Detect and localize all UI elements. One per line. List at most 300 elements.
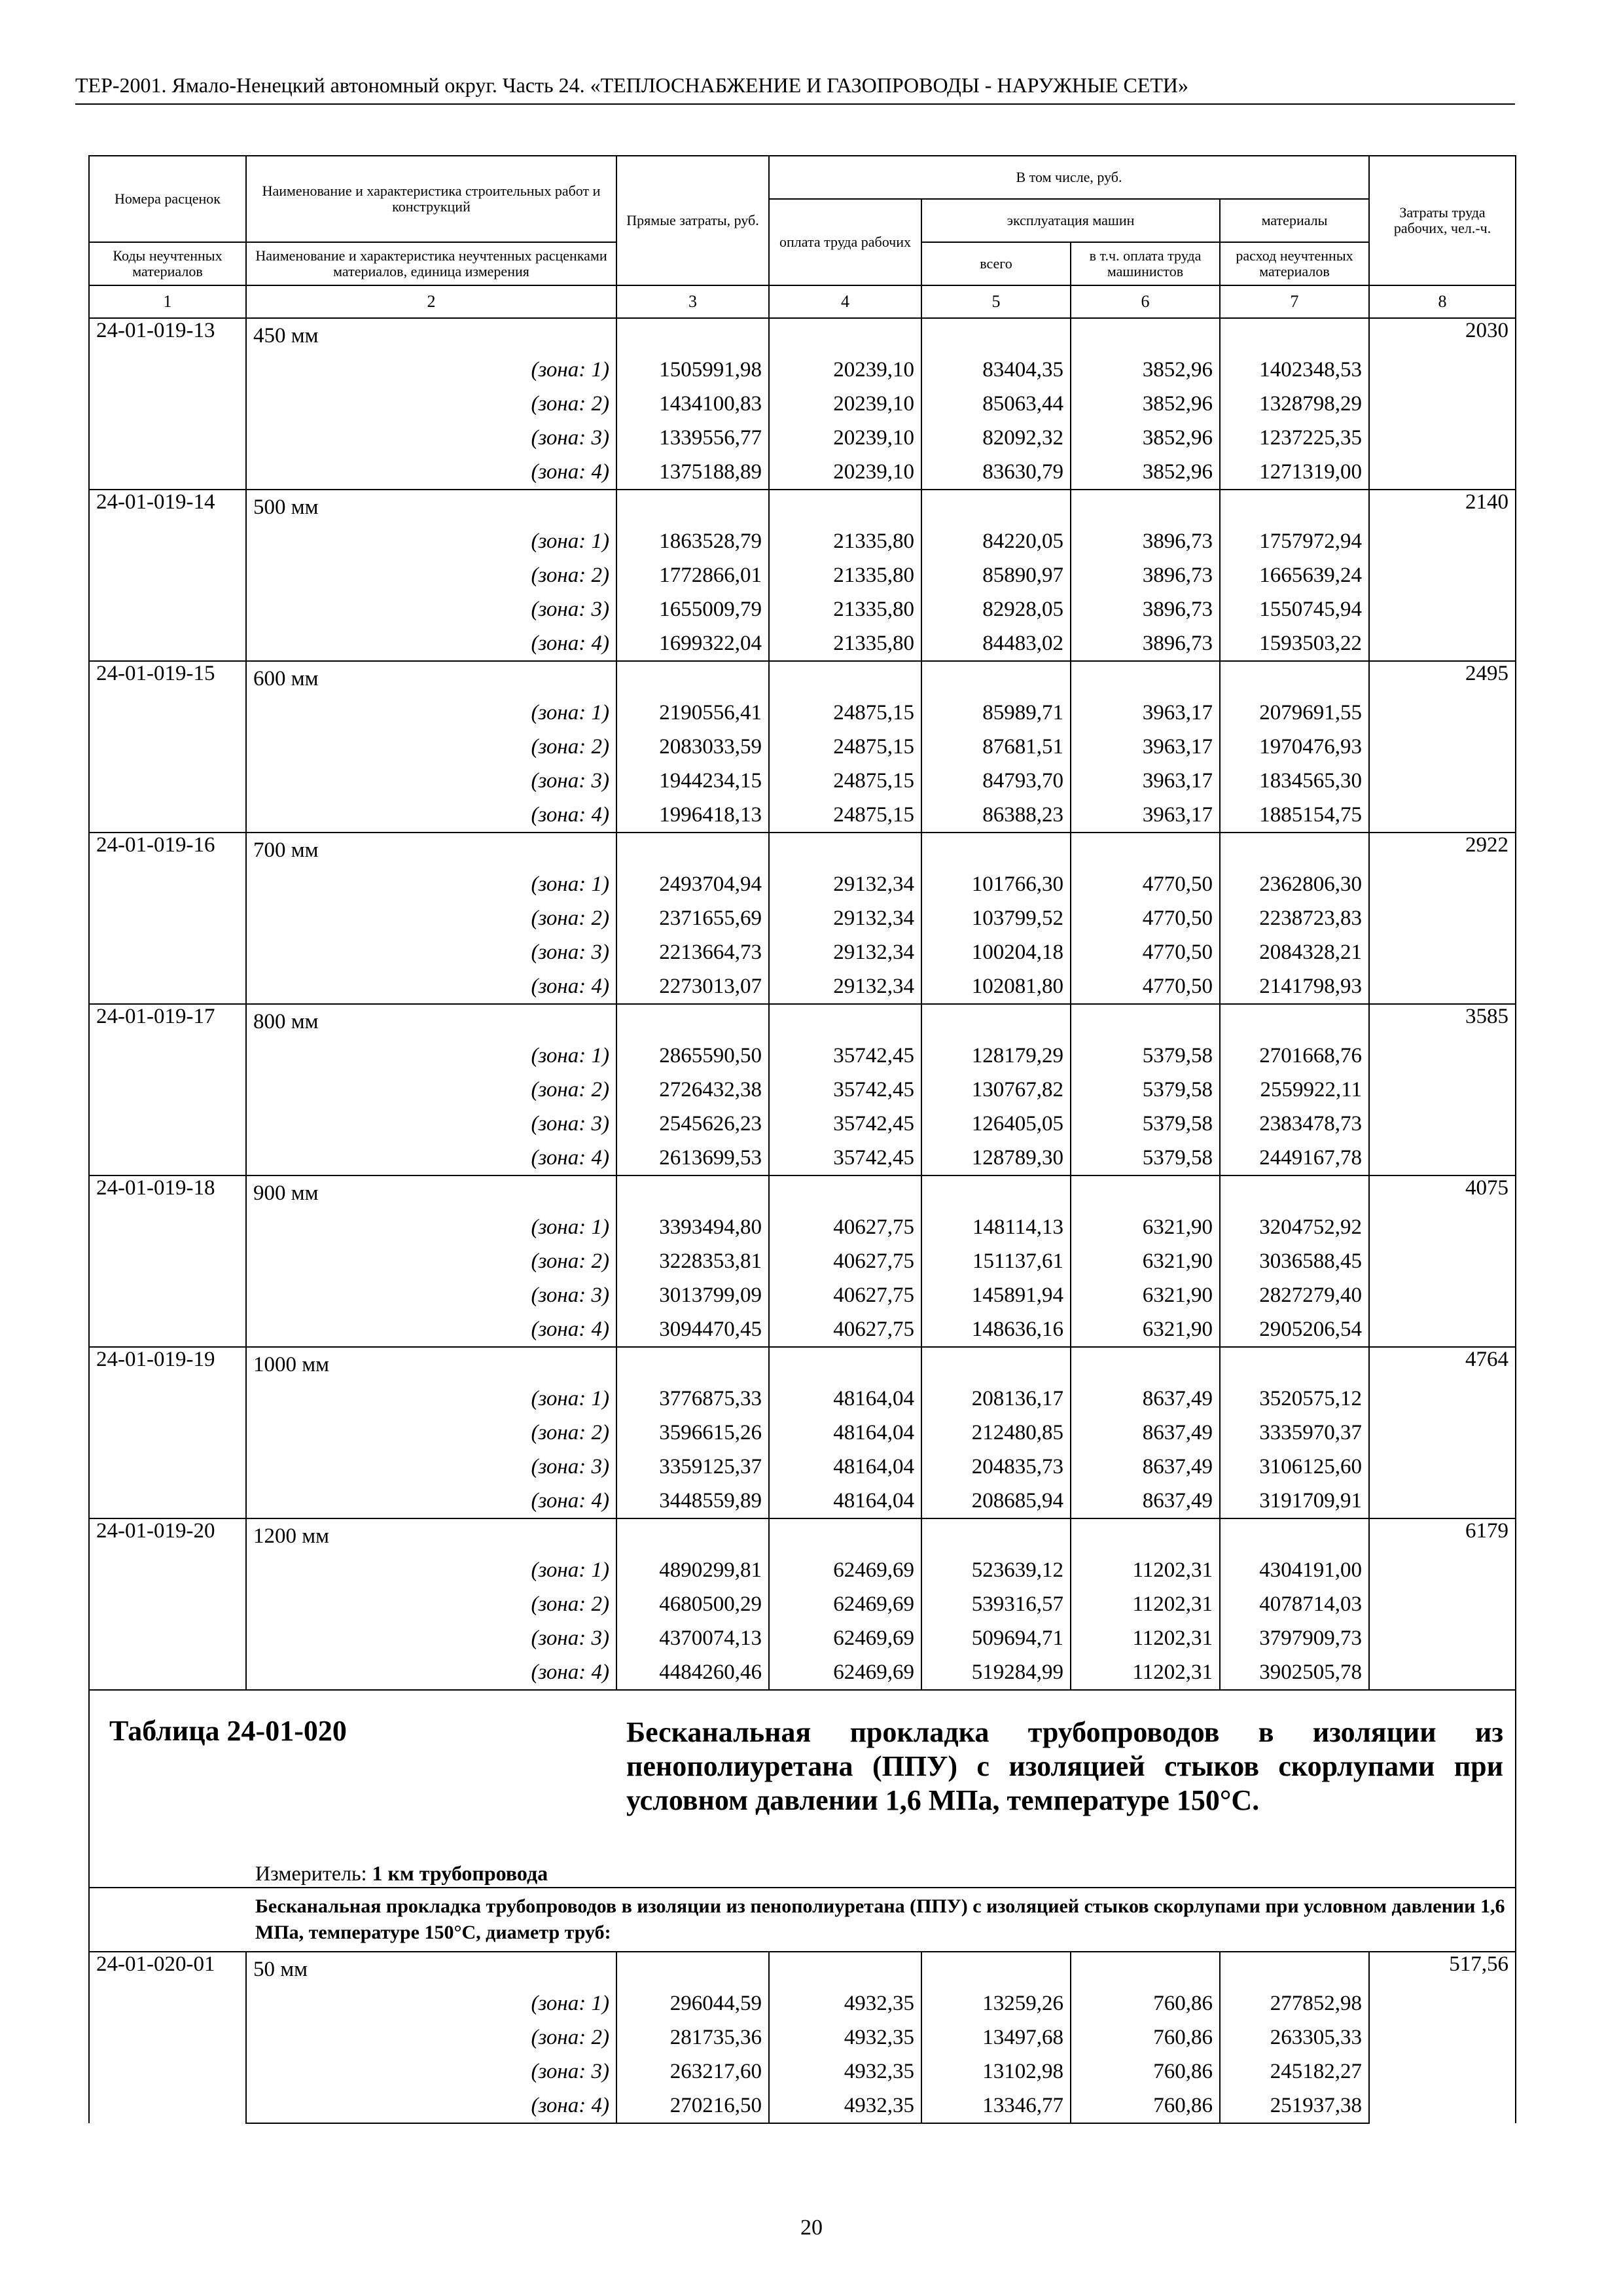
labor-pay: 29132,34 (769, 867, 921, 901)
materials-cost: 1885154,75 (1220, 798, 1369, 833)
table-row (89, 969, 1516, 1004)
empty-cell (1071, 1518, 1220, 1553)
machinists-pay: 3963,17 (1071, 798, 1220, 833)
direct-cost: 2865590,50 (616, 1039, 769, 1073)
machines-total: 539316,57 (921, 1587, 1071, 1621)
machines-total: 148114,13 (921, 1210, 1071, 1244)
machines-total: 126405,05 (921, 1107, 1071, 1141)
col-materials: материалы (1220, 199, 1369, 242)
machinists-pay: 760,86 (1071, 2020, 1220, 2054)
col-direct: Прямые затраты, руб. (616, 156, 769, 285)
col-name-bottom: Наименование и характеристика неучтенных расценками материалов, единица измерения (246, 242, 616, 285)
zone-label: (зона: 4) (246, 626, 616, 661)
materials-cost: 2449167,78 (1220, 1141, 1369, 1175)
unit-label: Измеритель: (255, 1861, 367, 1885)
labor-pay: 21335,80 (769, 626, 921, 661)
zone-label: (зона: 1) (246, 1986, 616, 2020)
table-row (89, 524, 1516, 558)
zone-label: (зона: 3) (246, 1450, 616, 1484)
zone-label: (зона: 3) (246, 592, 616, 626)
labor-cost: 4764 (1369, 1347, 1516, 1518)
machinists-pay: 5379,58 (1071, 1039, 1220, 1073)
zone-label: (зона: 4) (246, 1141, 616, 1175)
rate-code: 24-01-019-20 (89, 1518, 246, 1690)
machinists-pay: 3963,17 (1071, 696, 1220, 730)
table-row (89, 1553, 1516, 1587)
materials-cost: 4304191,00 (1220, 1553, 1369, 1587)
table-number: Таблица 24-01-020 (109, 1715, 347, 1747)
table-row (89, 1382, 1516, 1416)
rate-code: 24-01-019-17 (89, 1004, 246, 1175)
empty-cell (1220, 1004, 1369, 1039)
col-code-bottom: Коды неучтенных материалов (89, 242, 246, 285)
table-row (89, 1210, 1516, 1244)
empty-cell (921, 1952, 1071, 1986)
direct-cost: 3359125,37 (616, 1450, 769, 1484)
running-header: ТЕР-2001. Ямало-Ненецкий автономный округ. Часть 24. «ТЕПЛОСНАБЖЕНИЕ И ГАЗОПРОВОДЫ - НАРУЖНЫЕ СЕТИ» (75, 73, 1189, 97)
machinists-pay: 3896,73 (1071, 558, 1220, 592)
zone-label: (зона: 2) (246, 2020, 616, 2054)
machinists-pay: 4770,50 (1071, 867, 1220, 901)
empty-cell (1071, 1175, 1220, 1210)
materials-cost: 2084328,21 (1220, 935, 1369, 969)
labor-pay: 62469,69 (769, 1621, 921, 1655)
labor-pay: 21335,80 (769, 592, 921, 626)
rate-name: 500 мм (246, 490, 616, 524)
empty-cell (1220, 1175, 1369, 1210)
direct-cost: 2083033,59 (616, 730, 769, 764)
rate-code: 24-01-019-19 (89, 1347, 246, 1518)
empty-cell (616, 661, 769, 696)
table-row (89, 1073, 1516, 1107)
machines-total: 208136,17 (921, 1382, 1071, 1416)
direct-cost: 3596615,26 (616, 1416, 769, 1450)
labor-pay: 29132,34 (769, 935, 921, 969)
col-number: 7 (1220, 285, 1369, 318)
col-labor: Затраты труда рабочих, чел.-ч. (1369, 156, 1516, 285)
labor-pay: 40627,75 (769, 1244, 921, 1278)
table-row (89, 1986, 1516, 2020)
empty-cell (616, 1175, 769, 1210)
table-row (89, 1416, 1516, 1450)
labor-pay: 24875,15 (769, 798, 921, 833)
materials-cost: 3191709,91 (1220, 1484, 1369, 1518)
machinists-pay: 4770,50 (1071, 935, 1220, 969)
zone-label: (зона: 3) (246, 1621, 616, 1655)
empty-cell (616, 318, 769, 353)
labor-cost: 2030 (1369, 318, 1516, 490)
direct-cost: 263217,60 (616, 2054, 769, 2089)
machinists-pay: 6321,90 (1071, 1244, 1220, 1278)
machines-total: 509694,71 (921, 1621, 1071, 1655)
labor-pay: 24875,15 (769, 764, 921, 798)
zone-label: (зона: 1) (246, 1210, 616, 1244)
materials-cost: 1237225,35 (1220, 421, 1369, 455)
machinists-pay: 3963,17 (1071, 730, 1220, 764)
empty-cell (1220, 490, 1369, 524)
direct-cost: 296044,59 (616, 1986, 769, 2020)
zone-label: (зона: 1) (246, 867, 616, 901)
table-row (89, 1278, 1516, 1312)
zone-label: (зона: 4) (246, 455, 616, 490)
direct-cost: 1434100,83 (616, 387, 769, 421)
labor-pay: 48164,04 (769, 1450, 921, 1484)
materials-cost: 3204752,92 (1220, 1210, 1369, 1244)
rate-code: 24-01-019-18 (89, 1175, 246, 1347)
zone-label: (зона: 1) (246, 1553, 616, 1587)
direct-cost: 1699322,04 (616, 626, 769, 661)
labor-pay: 40627,75 (769, 1210, 921, 1244)
labor-cost: 6179 (1369, 1518, 1516, 1690)
zone-label: (зона: 1) (246, 696, 616, 730)
zone-label: (зона: 4) (246, 2089, 616, 2123)
machinists-pay: 8637,49 (1071, 1382, 1220, 1416)
labor-pay: 35742,45 (769, 1073, 921, 1107)
zone-label: (зона: 3) (246, 1107, 616, 1141)
direct-cost: 4680500,29 (616, 1587, 769, 1621)
machines-total: 13102,98 (921, 2054, 1071, 2089)
machinists-pay: 6321,90 (1071, 1278, 1220, 1312)
materials-cost: 3902505,78 (1220, 1655, 1369, 1690)
labor-pay: 35742,45 (769, 1107, 921, 1141)
machinists-pay: 6321,90 (1071, 1210, 1220, 1244)
zone-label: (зона: 1) (246, 524, 616, 558)
labor-cost: 517,56 (1369, 1952, 1516, 2123)
empty-cell (616, 490, 769, 524)
machinists-pay: 3852,96 (1071, 421, 1220, 455)
empty-cell (921, 661, 1071, 696)
machines-total: 204835,73 (921, 1450, 1071, 1484)
machinists-pay: 3852,96 (1071, 455, 1220, 490)
zone-label: (зона: 2) (246, 1416, 616, 1450)
empty-cell (769, 318, 921, 353)
empty-cell (769, 1004, 921, 1039)
empty-cell (1071, 318, 1220, 353)
machines-total: 85063,44 (921, 387, 1071, 421)
materials-cost: 2905206,54 (1220, 1312, 1369, 1347)
rate-name: 1000 мм (246, 1347, 616, 1382)
zone-label: (зона: 2) (246, 1073, 616, 1107)
machinists-pay: 11202,31 (1071, 1621, 1220, 1655)
empty-cell (1071, 833, 1220, 867)
direct-cost: 3393494,80 (616, 1210, 769, 1244)
rate-name: 1200 мм (246, 1518, 616, 1553)
labor-pay: 48164,04 (769, 1484, 921, 1518)
labor-pay: 62469,69 (769, 1553, 921, 1587)
empty-cell (769, 1952, 921, 1986)
rate-code: 24-01-019-14 (89, 490, 246, 661)
zone-label: (зона: 2) (246, 730, 616, 764)
empty-cell (1071, 490, 1220, 524)
zone-label: (зона: 3) (246, 2054, 616, 2089)
table-row (89, 1004, 1516, 1039)
materials-cost: 2827279,40 (1220, 1278, 1369, 1312)
machines-total: 13259,26 (921, 1986, 1071, 2020)
empty-cell (769, 1175, 921, 1210)
section-description: Бесканальная прокладка трубопроводов в изоляции из пенополиуретана (ППУ) с изоляцией стыков скорлупами при условном давлении 1,6 МПа, температуре 150°С, диаметр труб: (255, 1895, 1505, 1943)
table-row (89, 1107, 1516, 1141)
labor-pay: 21335,80 (769, 558, 921, 592)
direct-cost: 2273013,07 (616, 969, 769, 1004)
col-machines-total: всего (921, 242, 1071, 285)
table-row (89, 2020, 1516, 2054)
materials-cost: 1593503,22 (1220, 626, 1369, 661)
table-row (89, 1039, 1516, 1073)
zone-label: (зона: 1) (246, 353, 616, 387)
table-row (89, 2089, 1516, 2123)
materials-cost: 4078714,03 (1220, 1587, 1369, 1621)
materials-cost: 3335970,37 (1220, 1416, 1369, 1450)
direct-cost: 1944234,15 (616, 764, 769, 798)
materials-cost: 1271319,00 (1220, 455, 1369, 490)
rates-table (88, 155, 1516, 2124)
table-row (89, 1175, 1516, 1210)
col-machines: эксплуатация машин (921, 199, 1220, 242)
table-body (89, 318, 1516, 1690)
table-row (89, 353, 1516, 387)
materials-cost: 2362806,30 (1220, 867, 1369, 901)
materials-cost: 263305,33 (1220, 2020, 1369, 2054)
table-row (89, 626, 1516, 661)
machinists-pay: 5379,58 (1071, 1107, 1220, 1141)
labor-pay: 21335,80 (769, 524, 921, 558)
direct-cost: 281735,36 (616, 2020, 769, 2054)
empty-cell (921, 1518, 1071, 1553)
machines-total: 208685,94 (921, 1484, 1071, 1518)
table-row (89, 867, 1516, 901)
materials-cost: 1665639,24 (1220, 558, 1369, 592)
machinists-pay: 760,86 (1071, 2089, 1220, 2123)
direct-cost: 1772866,01 (616, 558, 769, 592)
empty-cell (1220, 1518, 1369, 1553)
col-number: 5 (921, 285, 1071, 318)
machinists-pay: 4770,50 (1071, 969, 1220, 1004)
machinists-pay: 4770,50 (1071, 901, 1220, 935)
table-row (89, 1244, 1516, 1278)
col-number: 6 (1071, 285, 1220, 318)
labor-pay: 35742,45 (769, 1039, 921, 1073)
direct-cost: 4484260,46 (616, 1655, 769, 1690)
labor-pay: 24875,15 (769, 696, 921, 730)
direct-cost: 3013799,09 (616, 1278, 769, 1312)
direct-cost: 1375188,89 (616, 455, 769, 490)
machines-total: 84793,70 (921, 764, 1071, 798)
zone-label: (зона: 4) (246, 798, 616, 833)
materials-cost: 277852,98 (1220, 1986, 1369, 2020)
machines-total: 82092,32 (921, 421, 1071, 455)
empty-cell (616, 1518, 769, 1553)
machinists-pay: 11202,31 (1071, 1655, 1220, 1690)
direct-cost: 3776875,33 (616, 1382, 769, 1416)
empty-cell (921, 833, 1071, 867)
materials-cost: 2383478,73 (1220, 1107, 1369, 1141)
empty-cell (1071, 1952, 1220, 1986)
rate-name: 900 мм (246, 1175, 616, 1210)
table-row (89, 1587, 1516, 1621)
labor-pay: 62469,69 (769, 1655, 921, 1690)
table-row (89, 730, 1516, 764)
rate-code: 24-01-019-15 (89, 661, 246, 833)
machinists-pay: 760,86 (1071, 1986, 1220, 2020)
direct-cost: 3228353,81 (616, 1244, 769, 1278)
materials-cost: 1757972,94 (1220, 524, 1369, 558)
table-row (89, 1141, 1516, 1175)
direct-cost: 270216,50 (616, 2089, 769, 2123)
machines-total: 13346,77 (921, 2089, 1071, 2123)
machinists-pay: 11202,31 (1071, 1553, 1220, 1587)
labor-pay: 20239,10 (769, 353, 921, 387)
unit-value: 1 км трубопровода (372, 1861, 548, 1885)
col-materials-use: расход неучтенных материалов (1220, 242, 1369, 285)
col-number: 8 (1369, 285, 1516, 318)
table-row (89, 1450, 1516, 1484)
direct-cost: 2726432,38 (616, 1073, 769, 1107)
direct-cost: 2545626,23 (616, 1107, 769, 1141)
labor-pay: 4932,35 (769, 2020, 921, 2054)
zone-label: (зона: 3) (246, 764, 616, 798)
rate-code: 24-01-019-13 (89, 318, 246, 490)
empty-cell (769, 833, 921, 867)
empty-cell (921, 318, 1071, 353)
materials-cost: 1550745,94 (1220, 592, 1369, 626)
empty-cell (616, 1004, 769, 1039)
empty-cell (1220, 833, 1369, 867)
empty-cell (616, 833, 769, 867)
labor-pay: 29132,34 (769, 901, 921, 935)
page-number: 20 (800, 2215, 823, 2240)
header-rule (75, 103, 1515, 105)
empty-cell (921, 1004, 1071, 1039)
labor-pay: 24875,15 (769, 730, 921, 764)
table-row (89, 1655, 1516, 1690)
rate-code: 24-01-019-16 (89, 833, 246, 1004)
materials-cost: 3797909,73 (1220, 1621, 1369, 1655)
machines-total: 13497,68 (921, 2020, 1071, 2054)
empty-cell (1220, 661, 1369, 696)
table-row (89, 592, 1516, 626)
machinists-pay: 760,86 (1071, 2054, 1220, 2089)
col-machinists-pay: в т.ч. оплата труда машинистов (1071, 242, 1220, 285)
table-row (89, 558, 1516, 592)
empty-cell (1220, 318, 1369, 353)
materials-cost: 3036588,45 (1220, 1244, 1369, 1278)
rate-name: 600 мм (246, 661, 616, 696)
empty-cell (616, 1952, 769, 1986)
direct-cost: 4370074,13 (616, 1621, 769, 1655)
empty-cell (769, 490, 921, 524)
materials-cost: 3106125,60 (1220, 1450, 1369, 1484)
table-row (89, 1621, 1516, 1655)
machines-total: 103799,52 (921, 901, 1071, 935)
direct-cost: 1863528,79 (616, 524, 769, 558)
direct-cost: 2613699,53 (616, 1141, 769, 1175)
zone-label: (зона: 2) (246, 901, 616, 935)
empty-cell (1071, 1004, 1220, 1039)
machines-total: 100204,18 (921, 935, 1071, 969)
empty-cell (1220, 1347, 1369, 1382)
empty-cell (616, 1347, 769, 1382)
direct-cost: 1996418,13 (616, 798, 769, 833)
direct-cost: 1339556,77 (616, 421, 769, 455)
labor-pay: 4932,35 (769, 1986, 921, 2020)
machines-total: 523639,12 (921, 1553, 1071, 1587)
empty-cell (1220, 1952, 1369, 1986)
machines-total: 82928,05 (921, 592, 1071, 626)
col-number: 4 (769, 285, 921, 318)
zone-label: (зона: 2) (246, 1587, 616, 1621)
materials-cost: 2701668,76 (1220, 1039, 1369, 1073)
labor-pay: 20239,10 (769, 455, 921, 490)
machines-total: 84220,05 (921, 524, 1071, 558)
empty-cell (769, 1347, 921, 1382)
labor-cost: 3585 (1369, 1004, 1516, 1175)
labor-pay: 4932,35 (769, 2089, 921, 2123)
machines-total: 130767,82 (921, 1073, 1071, 1107)
machines-total: 128789,30 (921, 1141, 1071, 1175)
machinists-pay: 8637,49 (1071, 1450, 1220, 1484)
col-number: 1 (89, 285, 246, 318)
unit-line (255, 1862, 548, 1885)
table-row (89, 1518, 1516, 1553)
labor-pay: 20239,10 (769, 387, 921, 421)
materials-cost: 3520575,12 (1220, 1382, 1369, 1416)
materials-cost: 251937,38 (1220, 2089, 1369, 2123)
labor-cost: 2922 (1369, 833, 1516, 1004)
empty-cell (1071, 661, 1220, 696)
machines-total: 87681,51 (921, 730, 1071, 764)
machinists-pay: 3852,96 (1071, 353, 1220, 387)
zone-label: (зона: 2) (246, 387, 616, 421)
labor-pay: 40627,75 (769, 1278, 921, 1312)
empty-cell (921, 1347, 1071, 1382)
materials-cost: 1402348,53 (1220, 353, 1369, 387)
zone-label: (зона: 2) (246, 558, 616, 592)
zone-label: (зона: 4) (246, 1312, 616, 1347)
machines-total: 85890,97 (921, 558, 1071, 592)
machines-total: 101766,30 (921, 867, 1071, 901)
zone-label: (зона: 4) (246, 1655, 616, 1690)
empty-cell (769, 1518, 921, 1553)
labor-pay: 29132,34 (769, 969, 921, 1004)
direct-cost: 2371655,69 (616, 901, 769, 935)
machines-total: 519284,99 (921, 1655, 1071, 1690)
table-2-body (89, 1952, 1516, 2123)
machinists-pay: 5379,58 (1071, 1141, 1220, 1175)
col-number: 2 (246, 285, 616, 318)
direct-cost: 2190556,41 (616, 696, 769, 730)
zone-label: (зона: 4) (246, 969, 616, 1004)
table-row (89, 901, 1516, 935)
machinists-pay: 11202,31 (1071, 1587, 1220, 1621)
materials-cost: 245182,27 (1220, 2054, 1369, 2089)
direct-cost: 4890299,81 (616, 1553, 769, 1587)
direct-cost: 2213664,73 (616, 935, 769, 969)
labor-pay: 20239,10 (769, 421, 921, 455)
machines-total: 85989,71 (921, 696, 1071, 730)
col-including: В том числе, руб. (769, 156, 1369, 199)
empty-cell (921, 490, 1071, 524)
empty-cell (921, 1175, 1071, 1210)
machinists-pay: 3896,73 (1071, 626, 1220, 661)
zone-label: (зона: 1) (246, 1382, 616, 1416)
machines-total: 148636,16 (921, 1312, 1071, 1347)
table-row (89, 1347, 1516, 1382)
table-row (89, 833, 1516, 867)
labor-pay: 40627,75 (769, 1312, 921, 1347)
zone-label: (зона: 4) (246, 1484, 616, 1518)
machinists-pay: 8637,49 (1071, 1484, 1220, 1518)
table-row (89, 387, 1516, 421)
